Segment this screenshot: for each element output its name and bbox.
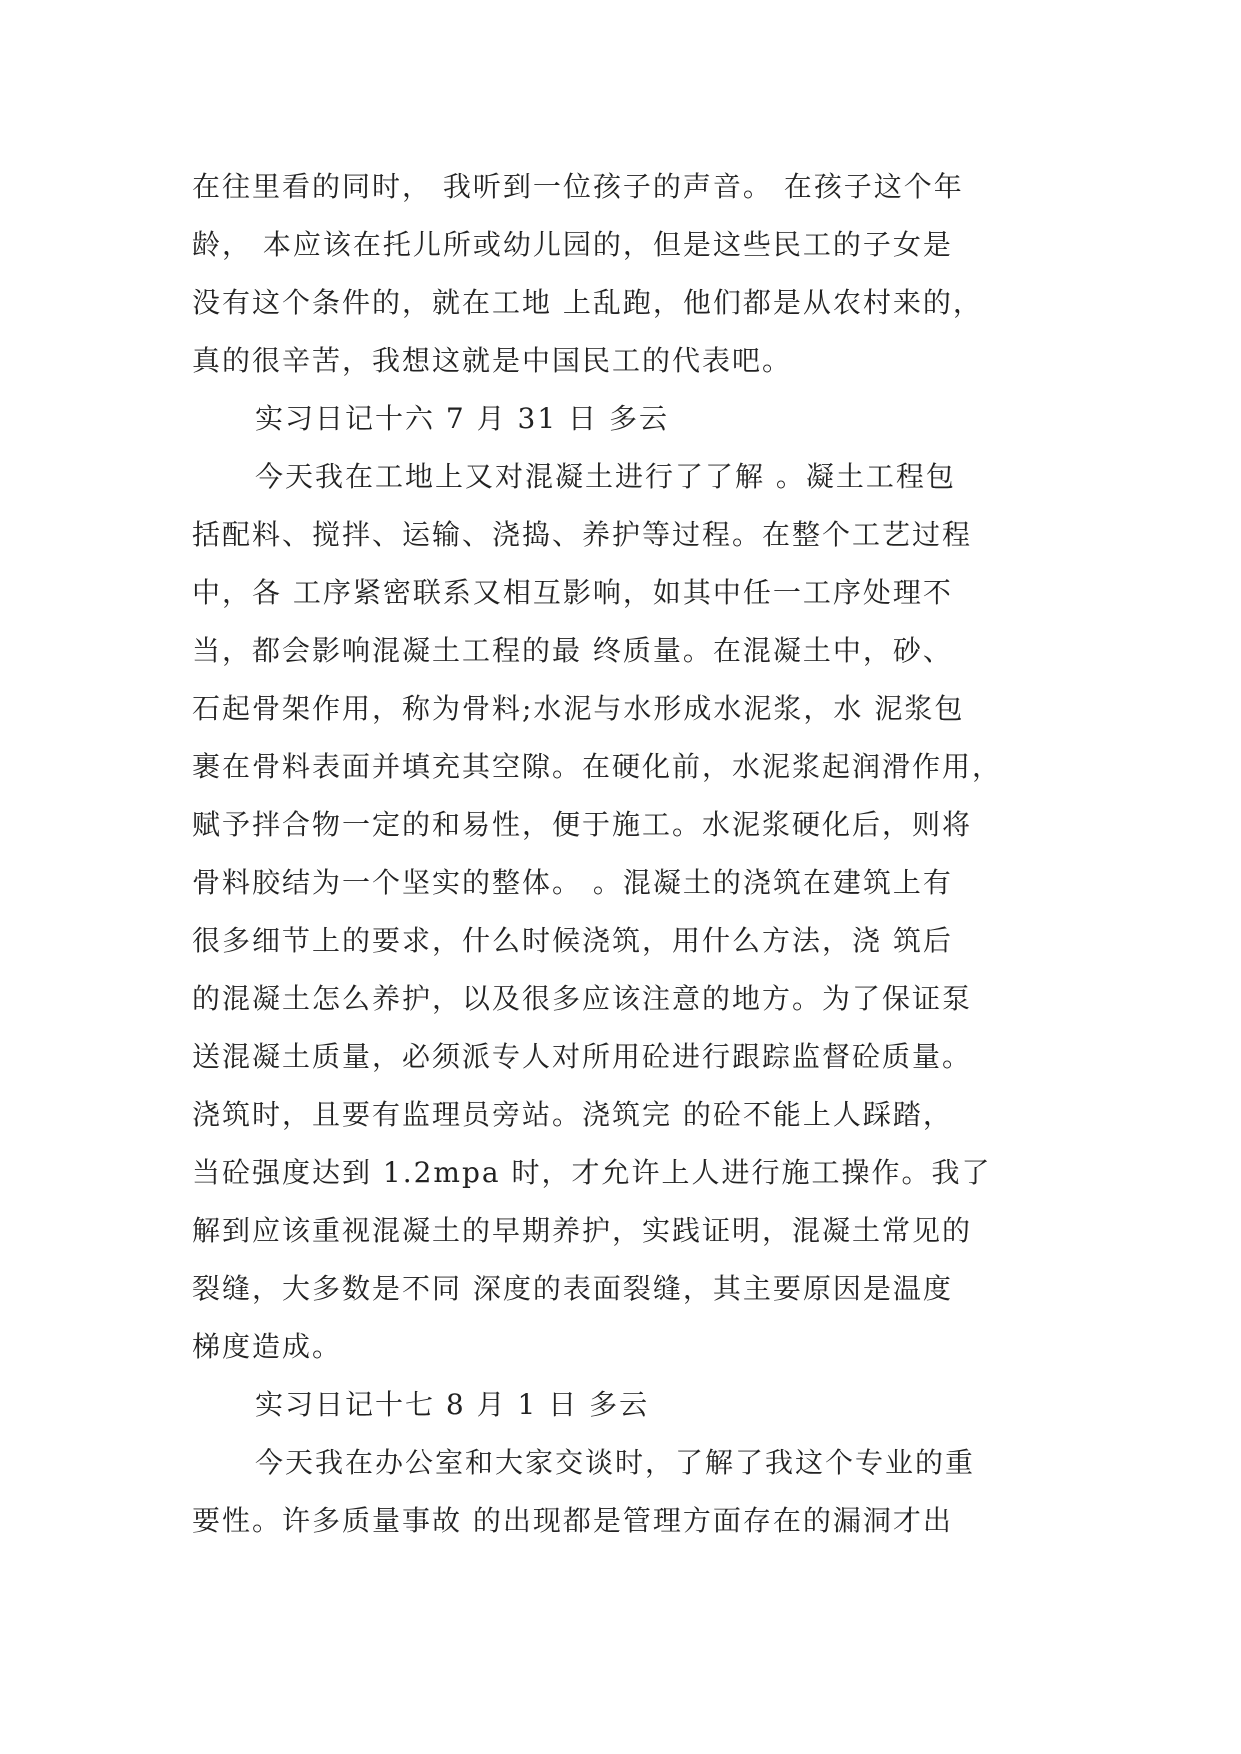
text-line: 没有这个条件的，就在工地 上乱跑，他们都是从农村来的， [192, 286, 983, 319]
text-line: 送混凝土质量，必须派专人对所用砼进行跟踪监督砼质量。 [192, 1040, 973, 1073]
text-line: 括配料、搅拌、运输、浇捣、养护等过程。在整个工艺过程 [192, 518, 973, 551]
text-line: 很多细节上的要求，什么时候浇筑，用什么方法，浇 筑后 [192, 924, 953, 957]
document-body [192, 158, 1072, 1550]
text-line: 当砼强度达到 1.2mpa 时，才允许上人进行施工操作。我了 [192, 1156, 992, 1189]
text-line: 梯度造成。 [192, 1330, 343, 1363]
text-line: 中，各 工序紧密联系又相互影响，如其中任一工序处理不 [192, 576, 953, 609]
text-line: 骨料胶结为一个坚实的整体。 。混凝土的浇筑在建筑上有 [192, 866, 953, 899]
text-line: 当，都会影响混凝土工程的最 终质量。在混凝土中，砂、 [192, 634, 953, 667]
text-line: 龄， 本应该在托儿所或幼儿园的，但是这些民工的子女是 [192, 228, 953, 261]
text-line: 实习日记十七 8 月 1 日 多云 [255, 1388, 650, 1421]
text-line: 解到应该重视混凝土的早期养护，实践证明，混凝土常见的 [192, 1214, 973, 1247]
text-line: 裹在骨料表面并填充其空隙。在硬化前，水泥浆起润滑作用， [192, 750, 1003, 783]
text-line: 的混凝土怎么养护，以及很多应该注意的地方。为了保证泵 [192, 982, 973, 1015]
text-line: 真的很辛苦，我想这就是中国民工的代表吧。 [192, 344, 793, 377]
text-line: 裂缝，大多数是不同 深度的表面裂缝，其主要原因是温度 [192, 1272, 953, 1305]
text-line: 要性。许多质量事故 的出现都是管理方面存在的漏洞才出 [192, 1504, 953, 1537]
text-line: 赋予拌合物一定的和易性，便于施工。水泥浆硬化后，则将 [192, 808, 973, 841]
text-line: 浇筑时，且要有监理员旁站。浇筑完 的砼不能上人踩踏， [192, 1098, 953, 1131]
text-line: 今天我在办公室和大家交谈时，了解了我这个专业的重 [255, 1446, 976, 1479]
text-line: 在往里看的同时， 我听到一位孩子的声音。 在孩子这个年 [192, 170, 964, 203]
text-line: 今天我在工地上又对混凝土进行了了解 。凝土工程包 [255, 460, 956, 493]
text-line: 实习日记十六 7 月 31 日 多云 [255, 402, 669, 435]
text-line: 石起骨架作用，称为骨料;水泥与水形成水泥浆，水 泥浆包 [192, 692, 965, 725]
